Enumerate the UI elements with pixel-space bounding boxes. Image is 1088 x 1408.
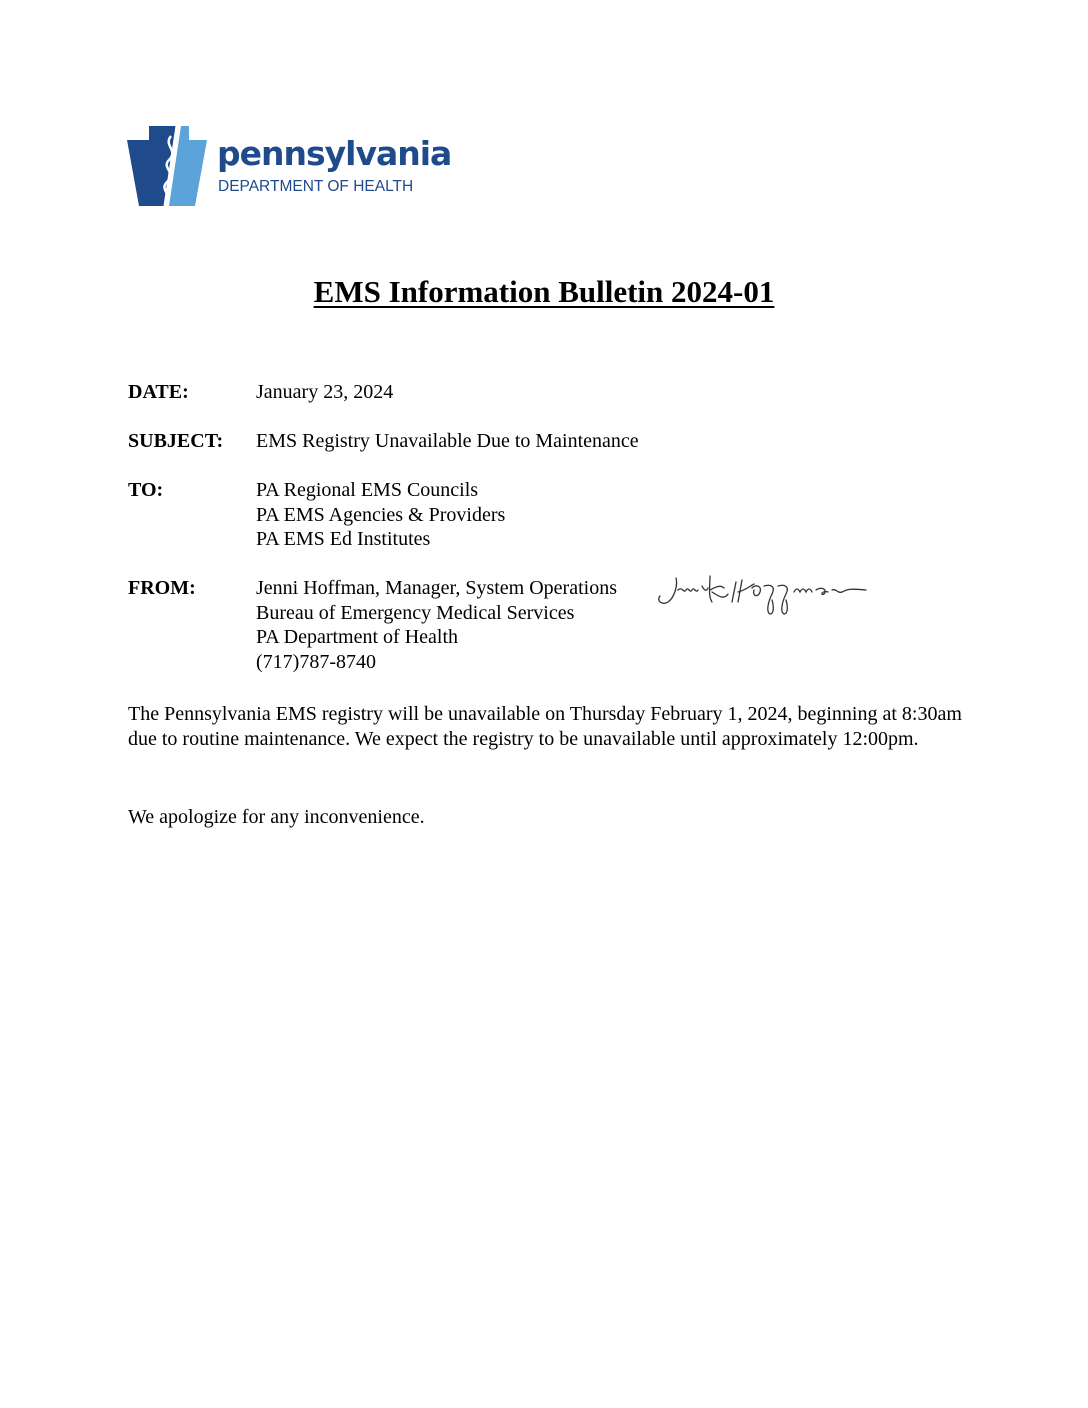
body-paragraph: The Pennsylvania EMS registry will be unavailable on Thursday February 1, 2024, beginning at 8:30am due to routine maintenance. We expect the registry to be unavailable until approximately 12:00pm.	[128, 703, 962, 750]
to-line: PA Regional EMS Councils	[256, 479, 479, 501]
from-line: PA Department of Health	[256, 626, 459, 648]
from-line: (717)787-8740	[256, 650, 376, 673]
bulletin-title: EMS Information Bulletin 2024-01	[313, 274, 775, 309]
signature	[652, 572, 872, 616]
to-line: PA EMS Ed Institutes	[256, 528, 431, 550]
date-value: January 23, 2024	[256, 381, 394, 403]
logo-department: DEPARTMENT OF HEALTH	[218, 178, 414, 195]
subject-label: SUBJECT:	[128, 430, 224, 452]
keystone-icon	[127, 126, 211, 208]
to-line: PA EMS Agencies & Providers	[256, 503, 506, 526]
to-label: TO:	[128, 479, 164, 501]
logo-wordmark: pennsylvania	[217, 134, 452, 173]
subject-value: EMS Registry Unavailable Due to Maintenance	[256, 430, 639, 452]
pa-health-logo	[127, 126, 457, 208]
date-label: DATE:	[128, 381, 189, 403]
from-line: Jenni Hoffman, Manager, System Operations	[256, 577, 617, 599]
closing-paragraph: We apologize for any inconvenience.	[128, 806, 425, 828]
from-label: FROM:	[128, 577, 196, 599]
from-line: Bureau of Emergency Medical Services	[256, 601, 575, 624]
